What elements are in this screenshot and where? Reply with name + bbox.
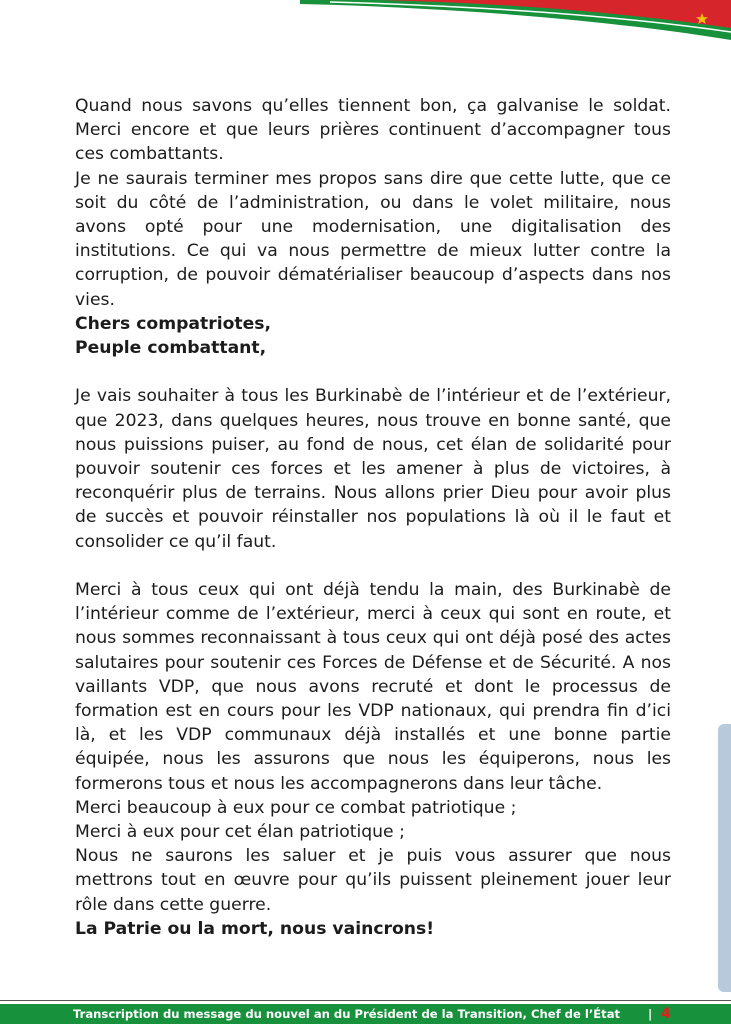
page-number: 4 xyxy=(661,1006,671,1022)
flag-swoosh-decoration xyxy=(0,0,731,48)
salutation: Chers compatriotes, xyxy=(75,313,272,334)
side-tab-decoration xyxy=(718,724,731,992)
paragraph: Quand nous savons qu’elles tiennent bon, ça galvanise le soldat. Merci encore et que leurs prières continuent d’accompagner tous ces combattants. xyxy=(75,96,671,165)
footer-title: Transcription du message du nouvel an du Président de la Transition, Chef de l’État xyxy=(73,1007,621,1021)
closing-motto: La Patrie ou la mort, nous vaincrons! xyxy=(75,918,435,939)
page-footer xyxy=(0,1004,731,1024)
paragraph: Merci à eux pour cet élan patriotique ; xyxy=(75,822,405,843)
paragraph: Je ne saurais terminer mes propos sans dire que cette lutte, que ce soit du côté de l’administration, ou dans le volet militaire, nous avons opté pour une modernisation, une digitalisation des institutions. Ce qui va nous permettre de mieux lutter contre la corruption, de pouvoir dématérialiser beaucoup d’aspects dans nos vies. xyxy=(75,168,671,310)
paragraph: Nous ne saurons les saluer et je puis vous assurer que nous mettrons tout en œuvre pour qu’ils puissent pleinement jouer leur rôle dans cette guerre. xyxy=(75,846,671,915)
paragraph-spacer xyxy=(75,360,671,384)
paragraph: Je vais souhaiter à tous les Burkinabè de l’intérieur et de l’extérieur, que 2023, dans quelques heures, nous trouve en bonne santé, que nous puissions puiser, au fond de nous, cet élan de solidarité pour pouvoir soutenir ces forces et les amener à plus de victoires, à reconquérir plus de terrains. Nous allons prier Dieu pour avoir plus de succès et pouvoir réinstaller nos populations là où il le faut et consolider ce qu’il faut. xyxy=(75,386,671,552)
salutation: Peuple combattant, xyxy=(75,338,267,359)
footer-separator: | xyxy=(648,1007,653,1021)
footer-divider xyxy=(0,1000,731,1001)
paragraph: Merci beaucoup à eux pour ce combat patriotique ; xyxy=(75,797,517,818)
paragraph: Merci à tous ceux qui ont déjà tendu la main, des Burkinabè de l’intérieur comme de l’extérieur, merci à ceux qui sont en route, et nous sommes reconnaissant à tous ceux qui ont déjà posé des actes salutaires pour soutenir ces Forces de Défense et de Sécurité. A nos vaillants VDP, que nous avons recruté et dont le processus de formation est en cours pour les VDP nationaux, qui prendra fin d’ici là, et les VDP communaux déjà installés et une bonne partie équipée, nous les assurons que nous les équiperons, nous les formerons tous et nous les accompagnerons dans leur tâche. xyxy=(75,580,671,794)
paragraph-spacer xyxy=(75,554,671,578)
document-body xyxy=(75,94,671,941)
